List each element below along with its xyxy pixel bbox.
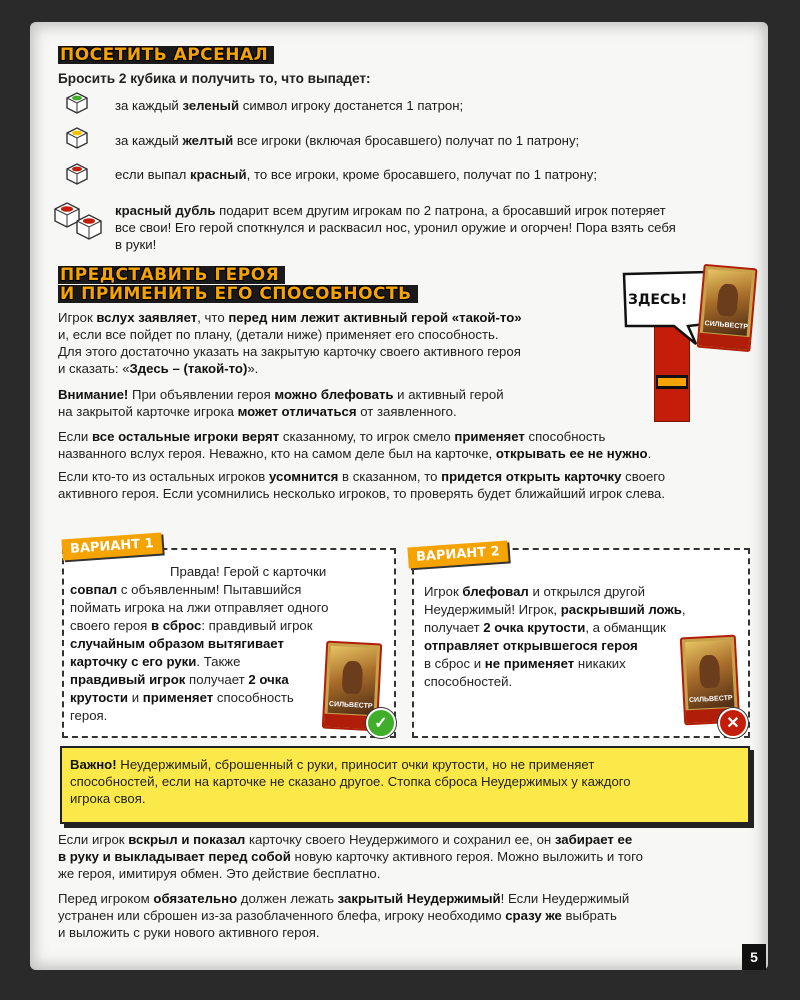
red-double-dice-icon <box>50 198 106 242</box>
arsenal-double-line2: все свои! Его герой споткнулся и расквасил нос, уронил оружие и огорчен! Пора взять себя <box>115 220 676 235</box>
hero-card-image <box>696 264 757 352</box>
arsenal-row-yellow: за каждый желтый все игроки (включая бросавшего) получат по 1 патрону; <box>115 133 580 148</box>
variant1-text: Правда! Герой с карточки совпал с объявленным! Пытавшийся поймать игрока на лжи отправляет одного своего героя в сброс: правдивый игрок случайным образом вытягивает карточку с его руки. Также правдивый игрок получает 2 очка крутости и применяет способность героя. <box>70 564 329 723</box>
arsenal-double-line3: в руки! <box>115 237 157 252</box>
variant1-card-name: СИЛЬВЕСТР <box>328 700 373 711</box>
hero-card-name: СИЛЬВЕСТР <box>704 320 749 331</box>
hero-title-line1: ПРЕДСТАВИТЬ ГЕРОЯ <box>58 266 285 284</box>
arsenal-title <box>58 46 274 64</box>
hero-paragraph-1: Игрок вслух заявляет, что перед ним лежит активный герой «такой-то» и, если все пойдет по плану, (детали ниже) применяет его способность. Для этого достаточно указать на закрытую карточку своего активного героя и сказать: «Здесь – (такой-то)». <box>58 310 522 376</box>
variant2-card-name: СИЛЬВЕСТР <box>688 694 733 705</box>
variant2-text: Игрок блефовал и открылся другой Неудержимый! Игрок, раскрывший ложь, получает 2 очка крутости, а обманщик отправляет открывшегося героя в сброс и не применяет никаких способностей. <box>424 584 686 689</box>
arsenal-title-text: ПОСЕТИТЬ АРСЕНАЛ <box>58 46 274 64</box>
arsenal-double-line1: красный дубль подарит всем другим игрокам по 2 патрона, а бросавший игрок потеряет <box>115 203 666 218</box>
page-number: 5 <box>742 944 766 970</box>
important-text: Важно! Неудержимый, сброшенный с руки, приносит очки крутости, но не применяет способностей, если на карточке не сказано другое. Стопка сброса Неудержимых у каждого игрока своя. <box>70 757 631 806</box>
hero-paragraph-3: Если все остальные игроки верят сказанному, то игрок смело применяет способность названного вслух героя. Неважно, кто на самом деле был на карточке, открывать ее не нужно. <box>58 429 652 461</box>
cross-mark-icon: ✕ <box>718 708 748 738</box>
bottom-paragraph-2: Перед игроком обязательно должен лежать закрытый Неудержимый! Если Неудержимый устранен или сброшен из-за разоблаченного блефа, игроку необходимо сразу же выбрать и выложить с руки нового активного героя. <box>58 891 630 940</box>
arsenal-row-green: за каждый зеленый символ игроку достанется 1 патрон; <box>115 98 464 113</box>
speech-bubble-text: ЗДЕСЬ! <box>628 292 688 308</box>
check-mark-icon: ✓ <box>366 708 396 738</box>
bottom-paragraph-1: Если игрок вскрыл и показал карточку своего Неудержимого и сохранил ее, он забирает ее в руку и выкладывает перед собой новую карточку активного героя. Можно выложить и того же героя, имитируя обмен. Это действие бесплатно. <box>58 832 643 881</box>
hero-paragraph-4: Если кто-то из остальных игроков усомнится в сказанном, то придется открыть карточку своего активного героя. Если усомнились несколько игроков, то проверять будет ближайший игрок слева. <box>58 469 666 501</box>
arsenal-intro: Бросить 2 кубика и получить то, что выпадет: <box>58 71 371 86</box>
yellow-die-icon <box>64 127 90 149</box>
variant1-tag: ВАРИАНТ 1 <box>61 533 162 561</box>
red-die-icon <box>64 163 90 185</box>
green-die-icon <box>64 92 90 114</box>
variant2-tag: ВАРИАНТ 2 <box>407 541 508 569</box>
arsenal-row-red: если выпал красный, то все игроки, кроме бросавшего, получат по 1 патрону; <box>115 167 598 182</box>
hero-paragraph-2: Внимание! При объявлении героя можно блефовать и активный герой на закрытой карточке игрока может отличаться от заявленного. <box>58 387 504 419</box>
hero-title-line2: И ПРИМЕНИТЬ ЕГО СПОСОБНОСТЬ <box>58 285 418 303</box>
